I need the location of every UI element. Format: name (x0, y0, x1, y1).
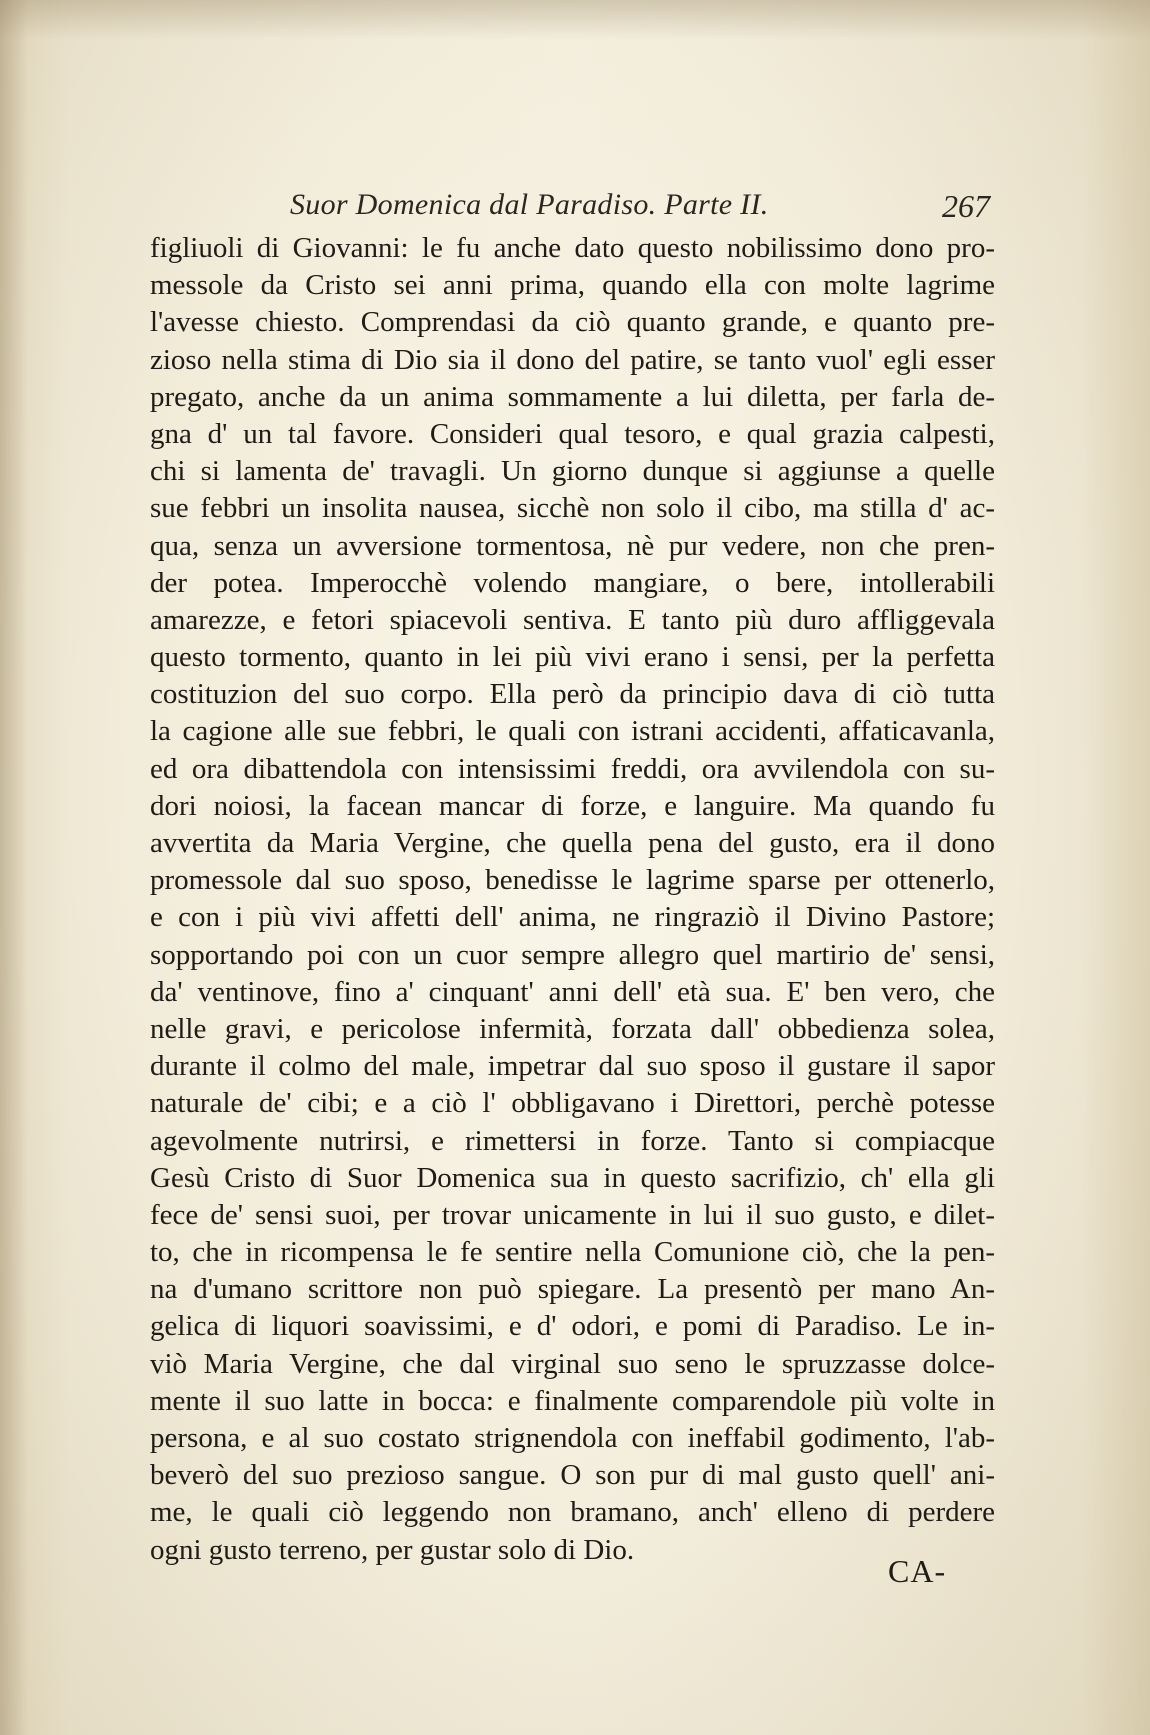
text-line: persona, e al suo costato strignendola con ineffabil godimento, l'ab- (150, 1422, 995, 1454)
text-line: na d'umano scrittore non può spiegare. La presentò per mano An- (150, 1273, 995, 1306)
text-line: naturale de' cibi; e a ciò l' obbligavano i Direttori, perchè potesse (150, 1087, 995, 1120)
text-line: dori noiosi, la facean mancar di forze, e languire. Ma quando fu (150, 789, 995, 822)
text-line: beverò del suo prezioso sangue. O son pur di mal gusto quell' ani- (150, 1459, 995, 1492)
text-line: gelica di liquori soavissimi, e d' odori, e pomi di Paradiso. Le in- (150, 1310, 995, 1343)
text-line-last: ogni gusto terreno, per gustar solo di Dio. (150, 1533, 635, 1566)
text-line: sopportando poi con un cuor sempre allegro quel martirio de' sensi, (150, 938, 995, 971)
text-line: viò Maria Vergine, che dal virginal suo seno le spruzzasse dolce- (150, 1347, 995, 1380)
text-line: amarezze, e fetori spiacevoli sentiva. E tanto più duro affliggevala (150, 603, 995, 636)
text-line: pregato, anche da un anima sommamente a lui diletta, per farla de- (150, 380, 995, 413)
text-line: e con i più vivi affetti dell' anima, ne ringraziò il Divino Pastore; (150, 901, 995, 934)
catchword: CA- (888, 1553, 947, 1589)
text-line: nelle gravi, e pericolose infermità, forzata dall' obbedienza solea, (150, 1012, 995, 1045)
text-line: durante il colmo del male, impetrar dal suo sposo il gustare il sapor (150, 1050, 995, 1083)
text-line: me, le quali ciò leggendo non bramano, anch' elleno di perdere (150, 1496, 995, 1529)
text-line: da' ventinove, fino a' cinquant' anni dell' età sua. E' ben vero, che (150, 975, 995, 1008)
text-line: qua, senza un avversione tormentosa, nè pur vedere, non che pren- (150, 529, 995, 562)
text-line: to, che in ricompensa le fe sentire nella Comunione ciò, che la pen- (150, 1236, 995, 1269)
text-line: sue febbri un insolita nausea, sicchè non solo il cibo, ma stilla d' ac- (150, 492, 995, 525)
running-title: Suor Domenica dal Paradiso. Parte II. (290, 188, 769, 221)
text-line: mente il suo latte in bocca: e finalmente comparendole più volte in (150, 1384, 995, 1417)
text-line: costituzion del suo corpo. Ella però da principio dava di ciò tutta (150, 678, 995, 711)
text-line: der potea. Imperocchè volendo mangiare, o bere, intollerabili (150, 566, 995, 599)
page-header (290, 188, 990, 228)
body-text (150, 230, 995, 1569)
text-line: gna d' un tal favore. Consideri qual tesoro, e qual grazia calpesti, (150, 417, 995, 450)
text-line: promessole dal suo sposo, benedisse le lagrime sparse per ottenerlo, (150, 864, 995, 897)
text-line: zioso nella stima di Dio sia il dono del patire, se tanto vuol' egli esser (150, 343, 995, 376)
text-line: questo tormento, quanto in lei più vivi erano i sensi, per la perfetta (150, 641, 995, 674)
text-line: chi si lamenta de' travagli. Un giorno dunque si aggiunse a quelle (150, 455, 995, 488)
text-line: la cagione alle sue febbri, le quali con istrani accidenti, affaticavanla, (150, 715, 995, 748)
text-line: figliuoli di Giovanni: le fu anche dato questo nobilissimo dono pro- (150, 232, 995, 264)
text-line: avvertita da Maria Vergine, che quella pena del gusto, era il dono (150, 827, 995, 859)
text-line: Gesù Cristo di Suor Domenica sua in questo sacrifizio, ch' ella gli (150, 1161, 995, 1194)
page-number: 267 (942, 188, 990, 224)
text-line: messole da Cristo sei anni prima, quando ella con molte lagrime (150, 269, 995, 302)
text-line: ed ora dibattendola con intensissimi freddi, ora avvilendola con su- (150, 752, 995, 785)
text-line: agevolmente nutrirsi, e rimettersi in forze. Tanto si compiacque (150, 1124, 995, 1157)
text-line: l'avesse chiesto. Comprendasi da ciò quanto grande, e quanto pre- (150, 306, 995, 339)
text-line: fece de' sensi suoi, per trovar unicamente in lui il suo gusto, e dilet- (150, 1198, 995, 1231)
